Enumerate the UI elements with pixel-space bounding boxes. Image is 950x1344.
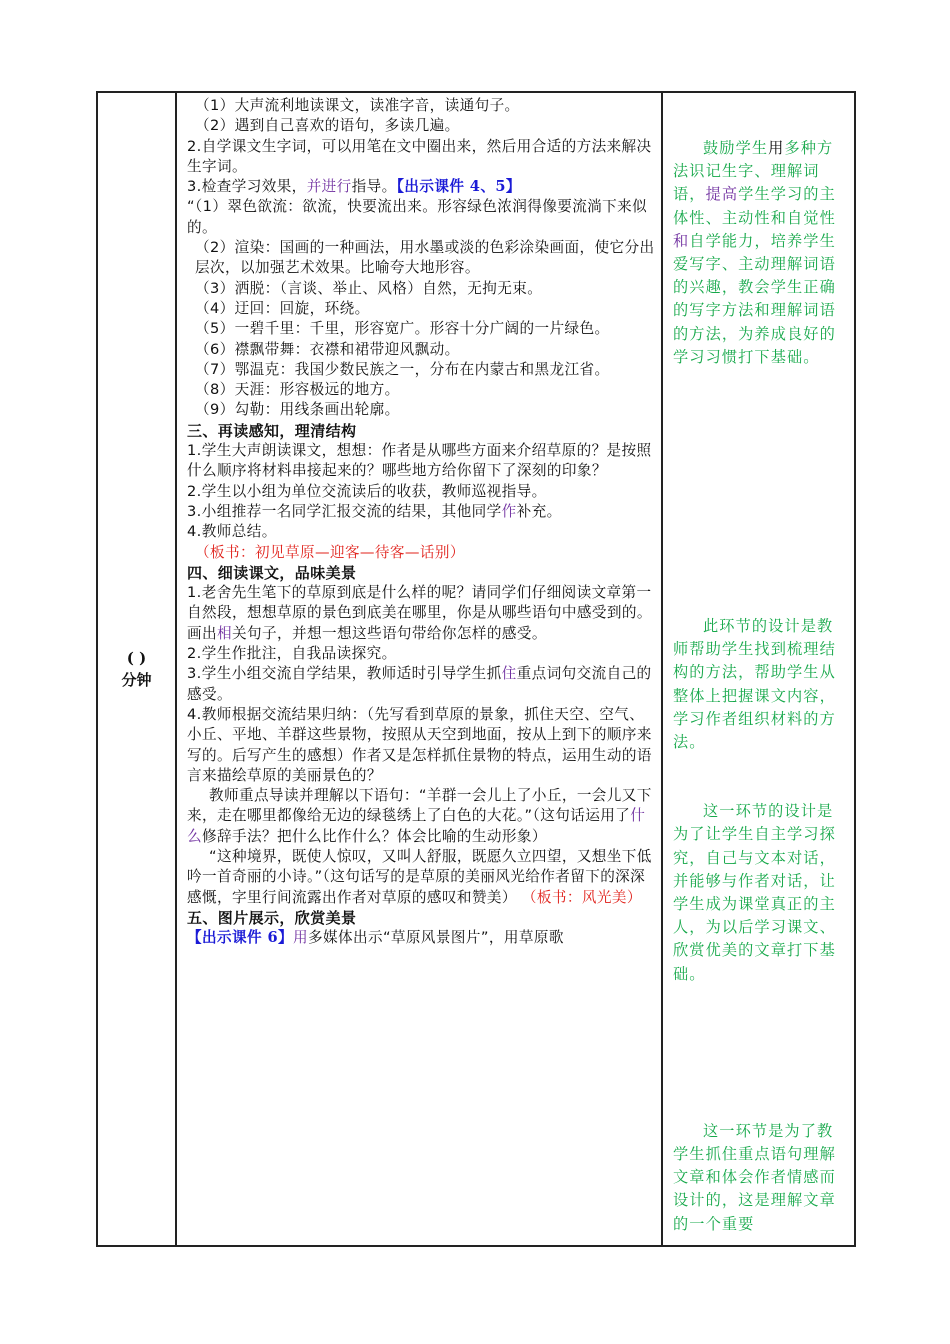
check-prefix: 3.检查学习效果， xyxy=(187,178,307,196)
text-span: 学生学习的主体性、主动性和自觉性 xyxy=(673,185,836,227)
courseware-label: 【出示课件 6】 xyxy=(187,929,293,947)
text-span: 和 xyxy=(673,231,690,250)
courseware-label: 【出示课件 4、5】 xyxy=(396,178,521,196)
design-intent-cell xyxy=(662,92,855,1246)
section-heading: 三、再读感知，理清结构 xyxy=(187,421,357,440)
step-line: （1）大声流利地读课文，读准字音，读通句子。 xyxy=(195,97,520,114)
step-line: 1.学生大声朗读课文，想想：作者是从哪些方面来介绍草原的？是按照什么顺序将材料串接起来的？哪些地方给你留下了深刻的印象？ xyxy=(187,442,652,480)
text-span: 作 xyxy=(501,502,517,520)
step-line xyxy=(187,583,655,644)
text-span: 自学能力，培养学生爱写字、主动理解词语的兴趣，教会学生正确的写字方法和理解词语的方法，为养成良好的学习习惯打下基础。 xyxy=(673,231,836,366)
text-span: 住 xyxy=(501,665,517,683)
vocab-item: （9）勾勒：用线条画出轮廓。 xyxy=(195,401,400,419)
check-purple: 并进行 xyxy=(306,178,352,196)
text-span: 鼓励学生 xyxy=(703,139,769,157)
intent-block xyxy=(673,137,848,369)
text-span: “这种境界，既使人惊叹，又叫人舒服，既愿久立四望，又想坐下低吟一首奇丽的小诗。”（这句话写的是草原的美丽风光给作者留下的深深感慨，字里行间流露出作者对草原的感叹和赞美） xyxy=(187,847,652,906)
check-step xyxy=(187,177,655,197)
text-span: 用 xyxy=(768,139,785,157)
text-span: 提高 xyxy=(705,185,739,204)
vocab-item: （5）一碧千里：千里，形容宽广。形容十分广阔的一片绿色。 xyxy=(195,320,610,338)
board-note: （板书：风光美） xyxy=(521,888,642,906)
step-line xyxy=(187,502,655,522)
text-span: 用 xyxy=(293,929,308,947)
vocab-item: （6）襟飘带舞：衣襟和裙带迎风飘动。 xyxy=(195,340,460,358)
intent-block: 这一环节是为了教学生抓住重点语句理解文章和体会作者情感而设计的，这是理解文章的一个重要 xyxy=(673,1121,836,1233)
step-line: 2.学生作批注，自我品读探究。 xyxy=(187,645,397,663)
board-note: （板书：初见草原—迎客—待客—话别） xyxy=(195,543,465,561)
section-heading: 五、图片展示，欣赏美景 xyxy=(187,908,357,927)
step-line xyxy=(187,928,655,948)
text-span: 3.学生小组交流自学结果，教师适时引导学生抓 xyxy=(187,665,502,683)
step-line xyxy=(187,664,655,705)
time-unit: 分钟 xyxy=(121,671,152,689)
section-heading: 四、细读课文，品味美景 xyxy=(187,563,357,582)
quote-analysis xyxy=(187,786,655,847)
text-span: 多种方法识记生字、理解词语， xyxy=(673,139,834,204)
step-line: 4.教师根据交流结果归纳：（先写看到草原的景象，抓住天空、空气、小丘、平地、羊群这些景物，按照从天空到地面，按从上到下的顺序来写的。后写产生的感想）作者又是怎样抓住景物的特点，运用生动的语言来描绘草原的美丽景色的？ xyxy=(187,705,652,784)
text-span: 重点词句交流自己的感受。 xyxy=(187,665,652,703)
text-span: 教师重点导读并理解以下语句：“羊群一会儿上了小丘，一会儿又下来，走在哪里都像给无边的绿毯绣上了白色的大花。”（这句话运用了 xyxy=(187,787,652,825)
text-span: 多媒体出示“草原风景图片”，用草原歌 xyxy=(308,929,564,947)
step-line: 4.教师总结。 xyxy=(187,523,277,541)
text-span: 修辞手法？把什么比作什么？体会比喻的生动形象） xyxy=(202,827,547,845)
vocab-item: （7）鄂温克：我国少数民族之一，分布在内蒙古和黑龙江省。 xyxy=(195,360,610,378)
text-span: 补充。 xyxy=(516,502,562,520)
time-placeholder: ( ) xyxy=(126,649,147,667)
intent-block: 此环节的设计是教师帮助学生找到梳理结构的方法，帮助学生从整体上把握课文内容，学习作者组织材料的方法。 xyxy=(673,617,836,752)
intent-block: 这一环节的设计是为了让学生自主学习探究，自己与文本对话，并能够与作者对话，让学生成为课堂真正的主人，为以后学习课文、欣赏优美的文章打下基础。 xyxy=(673,802,836,983)
time-cell xyxy=(97,92,176,1246)
teaching-process xyxy=(177,93,661,948)
text-span: 3.小组推荐一名同学汇报交流的结果，其他同学 xyxy=(187,502,502,520)
step-line: （2）遇到自己喜欢的语句，多读几遍。 xyxy=(195,117,460,135)
text-span: 关句子，并想一想这些语句带给你怎样的感受。 xyxy=(232,624,547,642)
step-line: 2.自学课文生字词，可以用笔在文中圈出来，然后用合适的方法来解决生字词。 xyxy=(187,137,652,175)
text-span: 1.老舍先生笔下的草原到底是什么样的呢？请同学们仔细阅读文章第一自然段，想想草原的景色到底美在哪里，你是从哪些语句中感受到的。画出 xyxy=(187,584,652,642)
vocab-item: （3）洒脱：（言谈、举止、风格）自然，无拘无束。 xyxy=(195,279,543,297)
quote-analysis xyxy=(187,847,655,908)
table-row xyxy=(97,92,855,1246)
vocab-item: （4）迂回：回旋，环绕。 xyxy=(195,299,370,317)
lesson-plan-table xyxy=(96,91,856,1247)
check-suffix: 指导。 xyxy=(351,178,397,196)
vocab-item: （8）天涯：形容极远的地方。 xyxy=(195,381,400,399)
text-span: 相 xyxy=(217,624,232,642)
step-line: 2.学生以小组为单位交流读后的收获，教师巡视指导。 xyxy=(187,482,547,500)
text-span: 什么 xyxy=(187,807,646,845)
vocab-item: （2）渲染：国画的一种画法，用水墨或淡的色彩涂染画面，使它分出层次，以加强艺术效果。比喻夸大地形容。 xyxy=(195,239,655,277)
design-intent xyxy=(663,137,854,1236)
vocab-item: “（1）翠色欲流：欲流，快要流出来。形容绿色浓润得像要流淌下来似的。 xyxy=(187,198,648,236)
teaching-process-cell xyxy=(176,92,662,1246)
